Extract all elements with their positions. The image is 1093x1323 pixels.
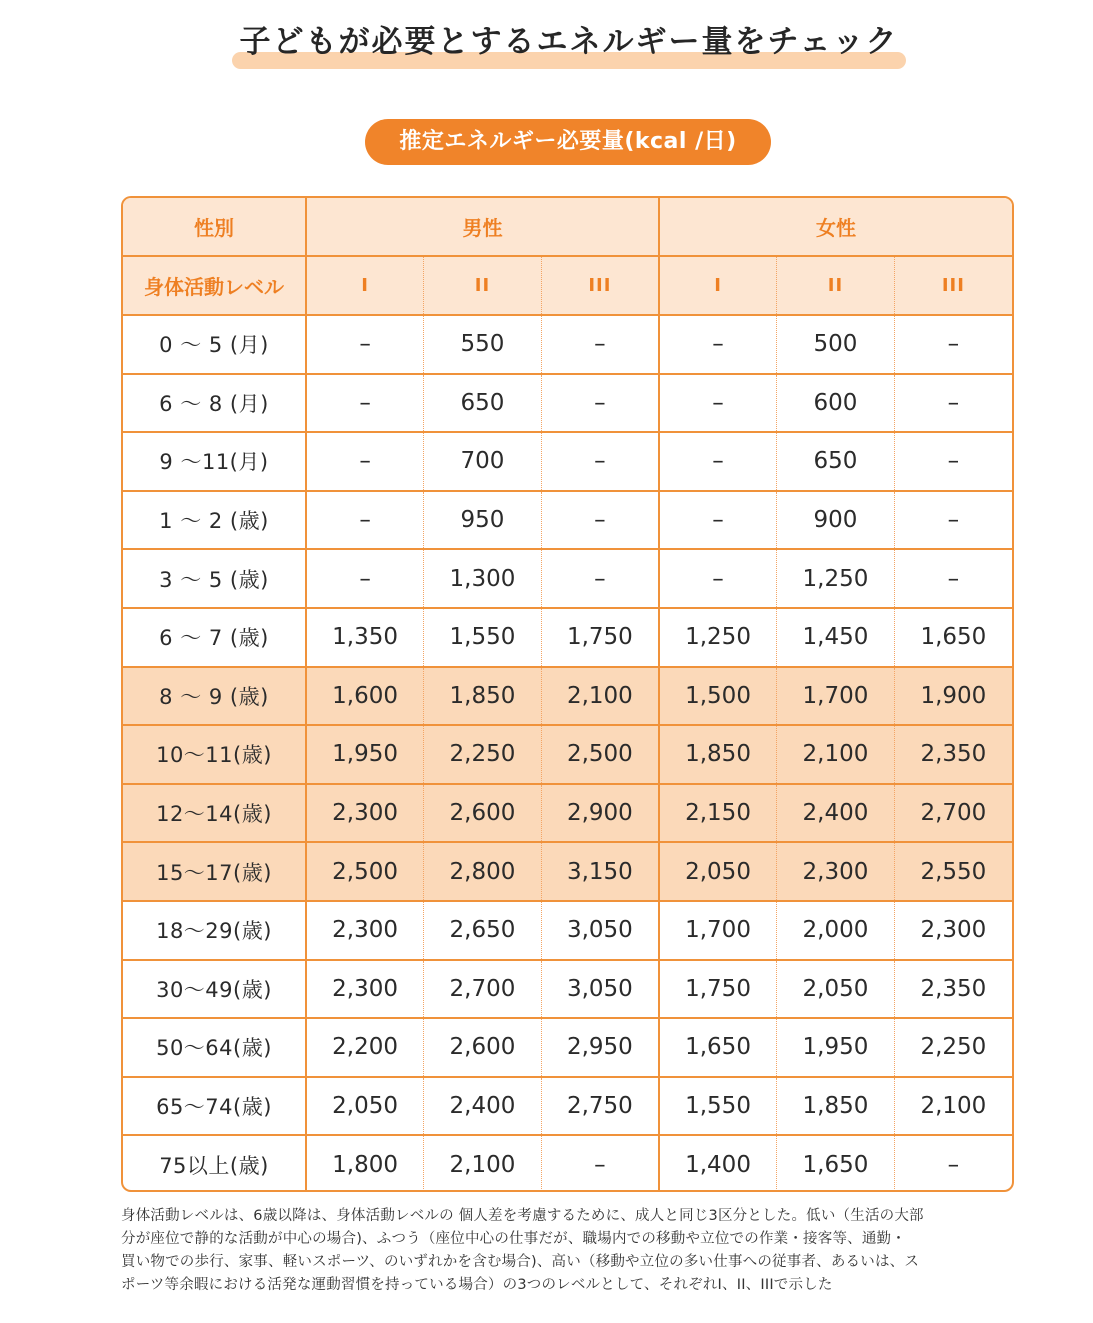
kcal-cell-female-level-2: 2,000 (777, 901, 895, 960)
kcal-cell-female-level-2: 1,250 (777, 549, 895, 608)
kcal-cell-male-level-1: 1,600 (306, 667, 424, 726)
footnote-line: 身体活動レベルは、6歳以降は、身体活動レベルの 個人差を考慮するために、成人と同じ3区分とした。低い（生活の大部 (121, 1208, 924, 1224)
kcal-cell-female-level-2: 2,400 (777, 784, 895, 843)
kcal-cell-male-level-2: 950 (424, 491, 542, 550)
kcal-cell-male-level-2: 2,250 (424, 725, 542, 784)
footnote (121, 1205, 1021, 1297)
kcal-cell-male-level-1: – (306, 315, 424, 374)
kcal-cell-male-level-3: 3,050 (541, 960, 659, 1019)
kcal-cell-male-level-3: 2,500 (541, 725, 659, 784)
age-group-cell: 1 ～ 2 (歳) (123, 491, 306, 550)
energy-requirement-table (121, 196, 1014, 1192)
table-row (123, 315, 1012, 374)
table-body (123, 315, 1012, 1192)
header-level-label: 身体活動レベル (123, 256, 306, 315)
kcal-cell-female-level-2: 500 (777, 315, 895, 374)
kcal-cell-female-level-3: 1,900 (894, 667, 1012, 726)
header-female: 女性 (659, 198, 1012, 256)
kcal-cell-male-level-3: – (541, 315, 659, 374)
kcal-cell-female-level-2: 2,050 (777, 960, 895, 1019)
table-row (123, 901, 1012, 960)
kcal-cell-female-level-2: 600 (777, 374, 895, 433)
footnote-line: 買い物での歩行、家事、軽いスポーツ、のいずれかを含む場合)、高い（移動や立位の多い仕事への従事者、あるいは、ス (121, 1254, 920, 1270)
page-title (232, 14, 906, 64)
kcal-cell-male-level-1: – (306, 432, 424, 491)
kcal-cell-male-level-2: 700 (424, 432, 542, 491)
kcal-cell-female-level-2: 1,850 (777, 1077, 895, 1136)
kcal-cell-female-level-1: 2,150 (659, 784, 777, 843)
kcal-cell-male-level-2: 1,550 (424, 608, 542, 667)
kcal-cell-male-level-1: 2,050 (306, 1077, 424, 1136)
kcal-cell-female-level-3: 2,550 (894, 842, 1012, 901)
kcal-cell-female-level-1: – (659, 549, 777, 608)
kcal-cell-female-level-1: 1,550 (659, 1077, 777, 1136)
kcal-cell-male-level-2: 2,800 (424, 842, 542, 901)
age-group-cell: 6 ～ 7 (歳) (123, 608, 306, 667)
kcal-cell-female-level-2: 1,950 (777, 1018, 895, 1077)
kcal-cell-female-level-2: 1,650 (777, 1135, 895, 1192)
kcal-cell-male-level-2: 2,600 (424, 784, 542, 843)
table-row (123, 1135, 1012, 1192)
table-row (123, 1077, 1012, 1136)
kcal-cell-female-level-3: 2,250 (894, 1018, 1012, 1077)
table-caption-badge: 推定エネルギー必要量(kcal /日) (365, 119, 771, 165)
header-row-level (123, 256, 1012, 315)
kcal-cell-male-level-2: 2,100 (424, 1135, 542, 1192)
kcal-cell-female-level-1: 1,500 (659, 667, 777, 726)
table-row (123, 725, 1012, 784)
table-row (123, 1018, 1012, 1077)
page-title-text: 子どもが必要とするエネルギー量をチェック (239, 24, 899, 60)
kcal-cell-female-level-1: 1,400 (659, 1135, 777, 1192)
kcal-cell-male-level-2: 650 (424, 374, 542, 433)
kcal-cell-female-level-1: – (659, 374, 777, 433)
kcal-cell-male-level-3: 3,150 (541, 842, 659, 901)
kcal-cell-female-level-2: 900 (777, 491, 895, 550)
kcal-cell-male-level-2: 2,700 (424, 960, 542, 1019)
kcal-cell-male-level-3: 3,050 (541, 901, 659, 960)
header-row-sex (123, 198, 1012, 256)
header-male-level-1: I (306, 256, 424, 315)
kcal-cell-female-level-1: 1,700 (659, 901, 777, 960)
table-row (123, 374, 1012, 433)
kcal-cell-female-level-1: 1,750 (659, 960, 777, 1019)
kcal-cell-male-level-1: 2,500 (306, 842, 424, 901)
kcal-cell-female-level-2: 2,300 (777, 842, 895, 901)
kcal-cell-female-level-3: – (894, 432, 1012, 491)
kcal-cell-female-level-1: – (659, 432, 777, 491)
header-female-level-2: II (777, 256, 895, 315)
kcal-cell-female-level-3: – (894, 491, 1012, 550)
table-row (123, 667, 1012, 726)
kcal-cell-female-level-1: – (659, 315, 777, 374)
kcal-cell-male-level-3: – (541, 491, 659, 550)
kcal-cell-male-level-3: – (541, 549, 659, 608)
table-row (123, 842, 1012, 901)
age-group-cell: 75以上(歳) (123, 1135, 306, 1192)
kcal-cell-male-level-2: 1,850 (424, 667, 542, 726)
kcal-cell-female-level-3: 2,350 (894, 960, 1012, 1019)
kcal-cell-male-level-2: 2,650 (424, 901, 542, 960)
header-male-level-3: III (541, 256, 659, 315)
age-group-cell: 3 ～ 5 (歳) (123, 549, 306, 608)
kcal-cell-female-level-1: – (659, 491, 777, 550)
table-row (123, 608, 1012, 667)
table-row (123, 491, 1012, 550)
kcal-cell-female-level-3: 2,350 (894, 725, 1012, 784)
age-group-cell: 12～14(歳) (123, 784, 306, 843)
age-group-cell: 10～11(歳) (123, 725, 306, 784)
kcal-cell-female-level-2: 2,100 (777, 725, 895, 784)
footnote-line: 分が座位で静的な活動が中心の場合)、ふつう（座位中心の仕事だが、職場内での移動や立位での作業・接客等、通勤・ (121, 1231, 906, 1247)
kcal-cell-male-level-3: 2,900 (541, 784, 659, 843)
kcal-cell-female-level-3: – (894, 315, 1012, 374)
kcal-cell-male-level-2: 2,600 (424, 1018, 542, 1077)
table-row (123, 784, 1012, 843)
kcal-cell-male-level-2: 2,400 (424, 1077, 542, 1136)
kcal-cell-male-level-3: 2,100 (541, 667, 659, 726)
kcal-cell-male-level-1: – (306, 374, 424, 433)
kcal-cell-male-level-3: 2,750 (541, 1077, 659, 1136)
age-group-cell: 65～74(歳) (123, 1077, 306, 1136)
kcal-cell-male-level-2: 1,300 (424, 549, 542, 608)
table-row (123, 432, 1012, 491)
kcal-cell-female-level-1: 1,850 (659, 725, 777, 784)
header-female-level-3: III (894, 256, 1012, 315)
kcal-cell-male-level-1: 1,800 (306, 1135, 424, 1192)
kcal-cell-female-level-3: 1,650 (894, 608, 1012, 667)
age-group-cell: 50～64(歳) (123, 1018, 306, 1077)
age-group-cell: 15～17(歳) (123, 842, 306, 901)
kcal-cell-male-level-3: – (541, 432, 659, 491)
kcal-cell-male-level-1: 2,300 (306, 901, 424, 960)
kcal-cell-male-level-3: 1,750 (541, 608, 659, 667)
age-group-cell: 8 ～ 9 (歳) (123, 667, 306, 726)
kcal-cell-male-level-3: – (541, 1135, 659, 1192)
table-row (123, 960, 1012, 1019)
kcal-cell-female-level-2: 1,700 (777, 667, 895, 726)
age-group-cell: 30～49(歳) (123, 960, 306, 1019)
kcal-cell-female-level-3: 2,700 (894, 784, 1012, 843)
kcal-cell-male-level-1: – (306, 491, 424, 550)
age-group-cell: 9 ～11(月) (123, 432, 306, 491)
age-group-cell: 0 ～ 5 (月) (123, 315, 306, 374)
kcal-cell-male-level-2: 550 (424, 315, 542, 374)
header-male: 男性 (306, 198, 659, 256)
kcal-cell-male-level-1: 1,350 (306, 608, 424, 667)
kcal-cell-female-level-1: 1,250 (659, 608, 777, 667)
header-sex-label: 性別 (123, 198, 306, 256)
age-group-cell: 18～29(歳) (123, 901, 306, 960)
footnote-line: ポーツ等余暇における活発な運動習慣を持っている場合）の3つのレベルとして、それぞれI、II、IIIで示した (121, 1277, 833, 1293)
kcal-cell-female-level-3: – (894, 549, 1012, 608)
kcal-cell-male-level-1: 2,300 (306, 784, 424, 843)
kcal-cell-male-level-3: – (541, 374, 659, 433)
age-group-cell: 6 ～ 8 (月) (123, 374, 306, 433)
table-row (123, 549, 1012, 608)
kcal-cell-female-level-3: 2,300 (894, 901, 1012, 960)
kcal-cell-female-level-1: 2,050 (659, 842, 777, 901)
energy-table (123, 198, 1012, 1192)
kcal-cell-female-level-2: 1,450 (777, 608, 895, 667)
kcal-cell-female-level-3: – (894, 374, 1012, 433)
header-male-level-2: II (424, 256, 542, 315)
kcal-cell-female-level-3: – (947, 1151, 960, 1178)
kcal-cell-female-level-1: 1,650 (659, 1018, 777, 1077)
kcal-cell-male-level-1: – (306, 549, 424, 608)
kcal-cell-male-level-3: 2,950 (541, 1018, 659, 1077)
kcal-cell-male-level-1: 1,950 (306, 725, 424, 784)
kcal-cell-male-level-1: 2,300 (306, 960, 424, 1019)
kcal-cell-female-level-3: 2,100 (894, 1077, 1012, 1136)
kcal-cell-female-level-2: 650 (777, 432, 895, 491)
kcal-cell-male-level-1: 2,200 (306, 1018, 424, 1077)
header-female-level-1: I (659, 256, 777, 315)
